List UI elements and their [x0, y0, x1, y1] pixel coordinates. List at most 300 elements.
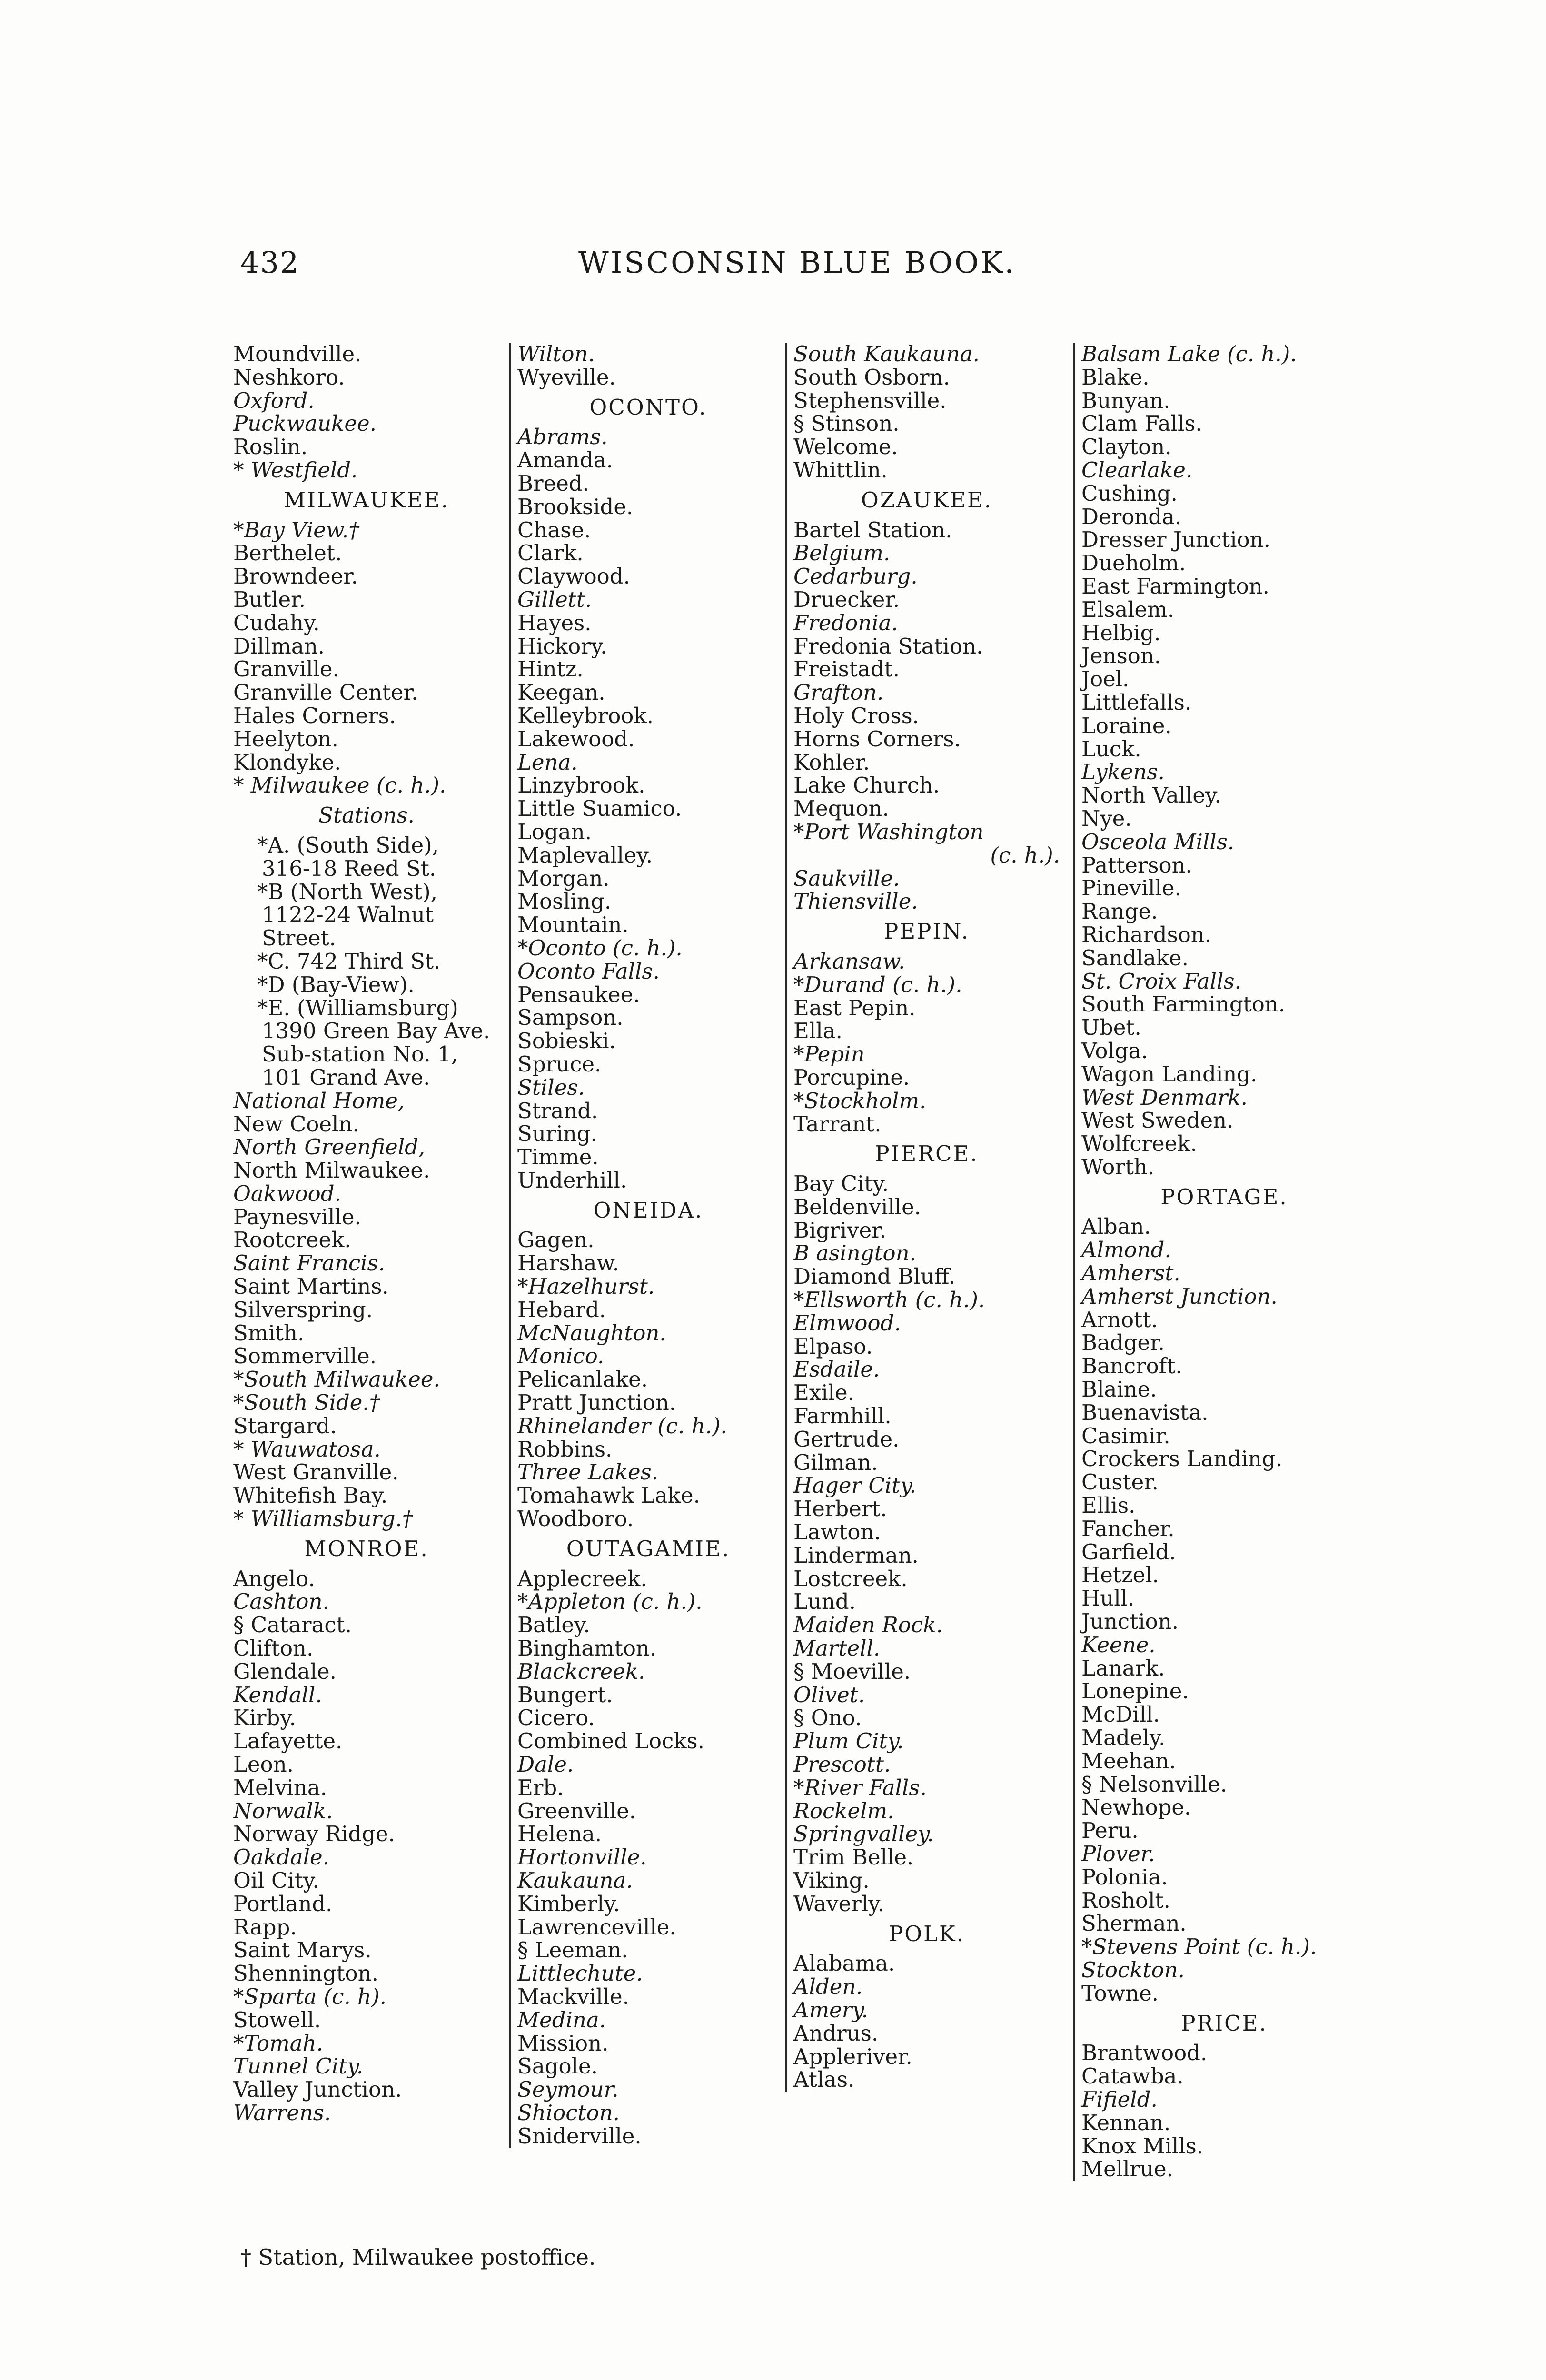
place-entry: Hintz. — [517, 656, 584, 682]
place-entry: Ellis. — [1081, 1493, 1136, 1518]
place-entry: Ubet. — [1081, 1015, 1141, 1041]
place-entry: East Farmington. — [1081, 573, 1269, 599]
place-entry: South Farmington. — [1081, 992, 1286, 1017]
place-entry: Amherst. — [1081, 1260, 1180, 1286]
place-entry: Lonepine. — [1081, 1678, 1189, 1704]
place-entry: Fredonia Station. — [793, 633, 983, 659]
place-entry: Gertrude. — [793, 1426, 900, 1452]
place-entry: Gilman. — [793, 1449, 878, 1475]
place-entry: Amanda. — [517, 447, 613, 473]
place-entry: Polonia. — [1081, 1864, 1168, 1890]
place-entry: North Valley. — [1081, 783, 1221, 808]
place-entry: Sampson. — [517, 1005, 624, 1031]
place-entry: Norway Ridge. — [233, 1821, 395, 1847]
place-entry: *Pepin — [793, 1041, 865, 1067]
place-entry: Chase. — [517, 517, 591, 543]
place-entry: Hickory. — [517, 633, 607, 659]
place-entry: * Westfield. — [233, 457, 358, 483]
county-heading: PRICE. — [1181, 2010, 1268, 2036]
place-entry: Neshkoro. — [233, 364, 345, 390]
place-entry: Rootcreek. — [233, 1227, 351, 1253]
place-entry: *D (Bay-View). — [257, 972, 415, 997]
place-entry: Badger. — [1081, 1330, 1165, 1356]
place-entry: Casimir. — [1081, 1423, 1170, 1448]
place-entry: Helbig. — [1081, 620, 1161, 645]
place-entry: Alden. — [793, 1974, 863, 2000]
place-entry: Paynesville. — [233, 1204, 361, 1230]
page-header — [240, 245, 1097, 288]
county-heading: ONEIDA. — [593, 1197, 704, 1223]
place-entry: Morgan. — [517, 865, 610, 891]
place-entry: * Williamsburg.† — [233, 1506, 413, 1532]
place-entry: Dale. — [517, 1752, 574, 1777]
place-entry: Oakwood. — [233, 1180, 341, 1206]
place-entry: Klondyke. — [233, 749, 341, 775]
place-entry: 1122-24 Walnut — [262, 902, 434, 928]
place-entry: Tunnel City. — [233, 2053, 363, 2079]
place-entry: Smith. — [233, 1320, 305, 1346]
place-entry: Browndeer. — [233, 564, 358, 589]
place-entry: *Bay View.† — [233, 517, 359, 543]
place-entry: Joel. — [1081, 666, 1130, 692]
place-entry: Rapp. — [233, 1914, 297, 1940]
place-entry: Roslin. — [233, 434, 308, 460]
place-entry: Street. — [262, 925, 337, 951]
place-entry: Fredonia. — [793, 610, 898, 635]
place-entry: Greenville. — [517, 1798, 636, 1824]
place-entry: Medina. — [517, 2007, 606, 2033]
place-entry: Cedarburg. — [793, 564, 918, 589]
place-entry: Lafayette. — [233, 1728, 343, 1754]
place-entry: Richardson. — [1081, 922, 1212, 947]
place-entry: Combined Locks. — [517, 1728, 704, 1754]
place-entry: Fancher. — [1081, 1516, 1175, 1541]
place-entry: Clifton. — [233, 1636, 314, 1661]
place-entry: Kirby. — [233, 1705, 297, 1731]
place-entry: Amery. — [793, 1997, 869, 2023]
place-entry: *South Milwaukee. — [233, 1367, 440, 1392]
place-entry: Elpaso. — [793, 1333, 873, 1359]
county-heading: PIERCE. — [875, 1141, 979, 1167]
place-entry: Elsalem. — [1081, 596, 1175, 622]
place-entry: Blake. — [1081, 364, 1150, 390]
place-entry: Cashton. — [233, 1589, 329, 1615]
place-entry: * Wauwatosa. — [233, 1436, 381, 1462]
place-entry: Pratt Junction. — [517, 1390, 676, 1416]
place-entry: Freistadt. — [793, 656, 900, 682]
place-entry: Portland. — [233, 1891, 333, 1916]
place-entry: Luck. — [1081, 736, 1141, 762]
place-entry: National Home, — [233, 1088, 405, 1113]
place-entry: Deronda. — [1081, 504, 1182, 529]
place-entry: Pelicanlake. — [517, 1367, 648, 1392]
place-entry: Dueholm. — [1081, 550, 1186, 576]
place-entry: Buenavista. — [1081, 1399, 1209, 1425]
place-entry: North Milwaukee. — [233, 1158, 430, 1183]
place-entry: McNaughton. — [517, 1320, 666, 1346]
place-entry: Peru. — [1081, 1818, 1139, 1844]
place-entry: Towne. — [1081, 1980, 1159, 2006]
place-entry: Warrens. — [233, 2100, 331, 2125]
place-entry: *Hazelhurst. — [517, 1274, 655, 1299]
place-entry: Clayton. — [1081, 434, 1172, 460]
place-entry: Lakewood. — [517, 726, 635, 752]
page-title: WISCONSIN BLUE BOOK. — [578, 245, 1016, 280]
place-entry: Clark. — [517, 540, 584, 566]
place-entry: Granville. — [233, 656, 339, 682]
place-entry: Linderman. — [793, 1542, 919, 1568]
place-entry: Trim Belle. — [793, 1844, 914, 1870]
place-entry: Jenson. — [1081, 643, 1161, 669]
place-entry: B asington. — [793, 1240, 916, 1266]
place-entry: Patterson. — [1081, 852, 1192, 878]
place-entry: *South Side.† — [233, 1390, 380, 1416]
place-entry: Appleriver. — [793, 2043, 912, 2069]
place-entry: 101 Grand Ave. — [262, 1064, 430, 1090]
place-entry: Plum City. — [793, 1728, 904, 1754]
place-entry: Spruce. — [517, 1051, 602, 1077]
place-entry: Druecker. — [793, 586, 900, 612]
place-entry: Abrams. — [517, 424, 608, 450]
place-entry: *Oconto (c. h.). — [517, 935, 683, 961]
county-heading: OUTAGAMIE. — [566, 1536, 731, 1561]
place-entry: Monico. — [517, 1343, 605, 1369]
place-entry: Maiden Rock. — [793, 1612, 943, 1638]
place-entry: Herbert. — [793, 1496, 887, 1522]
place-entry: Brantwood. — [1081, 2040, 1208, 2066]
place-entry: Blaine. — [1081, 1377, 1157, 1402]
place-entry: Prescott. — [793, 1752, 891, 1777]
place-entry: Angelo. — [233, 1566, 315, 1591]
place-entry: Diamond Bluff. — [793, 1264, 956, 1289]
place-entry: Tomahawk Lake. — [517, 1483, 700, 1508]
place-entry: Logan. — [517, 819, 592, 844]
place-entry: Breed. — [517, 470, 589, 496]
place-entry: Lena. — [517, 749, 578, 775]
county-heading: OCONTO. — [589, 394, 707, 420]
county-heading: PORTAGE. — [1160, 1184, 1288, 1210]
place-entry: Sherman. — [1081, 1911, 1187, 1936]
place-entry: Junction. — [1081, 1609, 1179, 1635]
place-entry: Granville Center. — [233, 680, 418, 705]
place-entry: Hebard. — [517, 1297, 606, 1322]
place-entry: *Stockholm. — [793, 1088, 926, 1113]
place-entry: Arkansaw. — [793, 948, 905, 974]
column-4 — [1073, 343, 1367, 2181]
place-entry: Arnott. — [1081, 1307, 1158, 1332]
place-entry: Saint Martins. — [233, 1274, 389, 1299]
place-entry: Andrus. — [793, 2020, 879, 2046]
place-entry: Elmwood. — [793, 1310, 901, 1336]
place-entry: Stockton. — [1081, 1957, 1185, 1983]
place-entry: Osceola Mills. — [1081, 829, 1235, 854]
place-entry: Rockelm. — [793, 1798, 894, 1824]
place-entry: Saukville. — [793, 865, 900, 891]
place-entry: Maplevalley. — [517, 842, 653, 868]
place-entry: Cushing. — [1081, 480, 1178, 506]
place-entry: Mission. — [517, 2030, 609, 2056]
place-entry: Lostcreek. — [793, 1566, 908, 1591]
place-entry: Wyeville. — [517, 364, 616, 390]
place-entry: Glendale. — [233, 1658, 337, 1684]
place-entry: Sub-station No. 1, — [262, 1041, 458, 1067]
place-entry: Saint Marys. — [233, 1937, 372, 1963]
place-entry: Volga. — [1081, 1038, 1148, 1063]
place-entry: *Port Washington — [793, 819, 984, 844]
column-1 — [233, 343, 500, 2125]
place-entry: Seymour. — [517, 2077, 619, 2102]
place-entry: Keegan. — [517, 680, 605, 705]
place-entry: Range. — [1081, 899, 1158, 924]
place-entry: Lawton. — [793, 1519, 881, 1545]
place-entry: West Denmark. — [1081, 1084, 1248, 1110]
place-entry: 316-18 Reed St. — [262, 855, 436, 881]
place-entry: Holy Cross. — [793, 703, 919, 728]
place-entry: Sandlake. — [1081, 945, 1189, 971]
place-entry: *River Falls. — [793, 1775, 927, 1800]
place-entry: Amherst Junction. — [1081, 1283, 1278, 1309]
place-entry: Heelyton. — [233, 726, 338, 752]
place-entry: Blackcreek. — [517, 1658, 645, 1684]
place-entry: Hales Corners. — [233, 703, 396, 728]
place-entry: Timme. — [517, 1144, 599, 1170]
place-entry: Robbins. — [517, 1436, 613, 1462]
place-entry: Valley Junction. — [233, 2077, 402, 2102]
place-entry: Shennington. — [233, 1961, 379, 1986]
place-entry: § Ono. — [793, 1705, 862, 1731]
place-entry: Tarrant. — [793, 1111, 882, 1137]
place-entry: *Stevens Point (c. h.). — [1081, 1934, 1317, 1960]
place-entry: Rhinelander (c. h.). — [517, 1413, 727, 1438]
place-entry: Balsam Lake (c. h.). — [1081, 341, 1297, 367]
place-entry: Kaukauna. — [517, 1868, 633, 1893]
place-entry: Woodboro. — [517, 1506, 634, 1532]
place-entry: Hull. — [1081, 1586, 1135, 1611]
place-entry: Loraine. — [1081, 713, 1172, 738]
place-entry: *B (North West), — [257, 879, 438, 904]
place-entry: Melvina. — [233, 1775, 327, 1800]
place-entry: Sobieski. — [517, 1028, 616, 1054]
subheading: Stations. — [318, 803, 415, 828]
place-entry: Lund. — [793, 1589, 856, 1615]
place-entry: Oakdale. — [233, 1844, 329, 1870]
place-entry: Little Suamico. — [517, 796, 682, 822]
place-entry: Olivet. — [793, 1682, 865, 1707]
place-entry: Nye. — [1081, 805, 1132, 831]
place-entry: * Milwaukee (c. h.). — [233, 773, 446, 798]
place-entry: Applecreek. — [517, 1566, 647, 1591]
place-entry: Wilton. — [517, 341, 595, 367]
place-entry: Erb. — [517, 1775, 564, 1800]
county-heading: MONROE. — [304, 1536, 429, 1561]
place-entry: Porcupine. — [793, 1064, 910, 1090]
place-entry: Bancroft. — [1081, 1353, 1182, 1379]
place-entry: Exile. — [793, 1380, 854, 1406]
place-entry: Whitefish Bay. — [233, 1483, 388, 1508]
place-entry: Cudahy. — [233, 610, 320, 635]
place-entry: Pineville. — [1081, 875, 1181, 901]
place-entry: Shiocton. — [517, 2100, 620, 2125]
place-entry: Silverspring. — [233, 1297, 373, 1322]
place-entry: Sniderville. — [517, 2123, 642, 2149]
footnote: † Station, Milwaukee postoffice. — [240, 2244, 596, 2270]
place-entry: Sommerville. — [233, 1343, 377, 1369]
place-entry: Claywood. — [517, 564, 630, 589]
place-entry: *C. 742 Third St. — [257, 948, 441, 974]
place-entry: Newhope. — [1081, 1795, 1191, 1820]
place-entry: Batley. — [517, 1612, 590, 1638]
place-entry: New Coeln. — [233, 1111, 359, 1137]
place-entry: Kendall. — [233, 1682, 322, 1707]
place-entry: Horns Corners. — [793, 726, 961, 752]
place-entry: Keene. — [1081, 1632, 1156, 1657]
place-entry: Hayes. — [517, 610, 592, 635]
place-entry: Stargard. — [233, 1413, 337, 1438]
place-entry: § Moeville. — [793, 1658, 911, 1684]
place-entry: Grafton. — [793, 680, 884, 705]
place-entry: Rosholt. — [1081, 1887, 1170, 1913]
place-entry: (c. h.). — [990, 842, 1060, 868]
place-entry: Lake Church. — [793, 773, 940, 798]
county-heading: POLK. — [889, 1921, 965, 1946]
place-entry: Littlefalls. — [1081, 689, 1192, 715]
place-entry: Littlechute. — [517, 1961, 643, 1986]
place-entry: Esdaile. — [793, 1357, 880, 1382]
place-entry: § Cataract. — [233, 1612, 352, 1638]
place-entry: § Leeman. — [517, 1937, 628, 1963]
place-entry: *Durand (c. h.). — [793, 972, 962, 997]
place-entry: St. Croix Falls. — [1081, 968, 1241, 994]
place-entry: Clearlake. — [1081, 457, 1193, 483]
place-entry: Moundville. — [233, 341, 362, 367]
place-entry: Alban. — [1081, 1214, 1151, 1240]
place-entry: Atlas. — [793, 2067, 855, 2092]
place-entry: Ella. — [793, 1018, 842, 1044]
place-entry: Belgium. — [793, 540, 891, 566]
place-entry: Wagon Landing. — [1081, 1061, 1258, 1087]
place-entry: Clam Falls. — [1081, 411, 1202, 436]
place-entry: Worth. — [1081, 1154, 1155, 1180]
place-entry: Three Lakes. — [517, 1459, 659, 1485]
place-entry: Farmhill. — [793, 1403, 892, 1429]
place-entry: Plover. — [1081, 1841, 1155, 1866]
place-entry: Butler. — [233, 586, 306, 612]
place-entry: North Greenfield, — [233, 1134, 426, 1160]
place-entry: Linzybrook. — [517, 773, 645, 798]
place-entry: Cicero. — [517, 1705, 595, 1731]
county-heading: OZAUKEE. — [861, 487, 993, 513]
place-entry: South Osborn. — [793, 364, 950, 390]
place-entry: Hetzel. — [1081, 1562, 1159, 1588]
place-entry: Bunyan. — [1081, 387, 1170, 413]
place-entry: Oil City. — [233, 1868, 319, 1893]
place-entry: Knox Mills. — [1081, 2133, 1204, 2159]
place-entry: Kimberly. — [517, 1891, 620, 1916]
place-entry: Alabama. — [793, 1951, 895, 1976]
county-heading: PEPIN. — [884, 919, 970, 944]
place-entry: Custer. — [1081, 1469, 1159, 1495]
place-entry: Oxford. — [233, 387, 315, 413]
place-entry: Harshaw. — [517, 1250, 619, 1276]
place-entry: *Appleton (c. h.). — [517, 1589, 703, 1615]
place-entry: Dillman. — [233, 633, 325, 659]
place-entry: Fifield. — [1081, 2086, 1158, 2112]
place-entry: *Ellsworth (c. h.). — [793, 1287, 985, 1313]
place-entry: Strand. — [517, 1098, 598, 1123]
county-heading: MILWAUKEE. — [284, 487, 449, 513]
place-entry: Catawba. — [1081, 2063, 1184, 2089]
place-entry: Dresser Junction. — [1081, 527, 1270, 553]
place-entry: Martell. — [793, 1636, 881, 1661]
place-entry: Pensaukee. — [517, 982, 640, 1007]
place-entry: Puckwaukee. — [233, 411, 377, 436]
place-entry: Stowell. — [233, 2007, 321, 2033]
place-entry: Gagen. — [517, 1227, 595, 1253]
place-entry: Whittlin. — [793, 457, 888, 483]
place-entry: Springvalley. — [793, 1821, 934, 1847]
place-entry: § Nelsonville. — [1081, 1771, 1227, 1797]
column-2 — [509, 343, 779, 2148]
place-entry: Gillett. — [517, 586, 592, 612]
place-entry: Saint Francis. — [233, 1250, 385, 1276]
place-entry: Beldenville. — [793, 1194, 922, 1220]
place-entry: Crockers Landing. — [1081, 1446, 1283, 1472]
column-3 — [785, 343, 1060, 2092]
place-entry: Berthelet. — [233, 540, 342, 566]
place-entry: § Stinson. — [793, 411, 900, 436]
place-entry: Meehan. — [1081, 1748, 1176, 1774]
place-entry: Waverly. — [793, 1891, 884, 1916]
place-entry: Mequon. — [793, 796, 889, 822]
place-entry: Norwalk. — [233, 1798, 333, 1824]
place-entry: Welcome. — [793, 434, 898, 460]
place-entry: East Pepin. — [793, 995, 916, 1021]
place-entry: Mellrue. — [1081, 2156, 1173, 2182]
place-entry: Bigriver. — [793, 1217, 887, 1243]
place-entry: *E. (Williamsburg) — [257, 995, 458, 1021]
place-entry: Lykens. — [1081, 759, 1165, 785]
place-entry: Kelleybrook. — [517, 703, 654, 728]
place-entry: Suring. — [517, 1121, 597, 1147]
place-entry: Kennan. — [1081, 2110, 1171, 2135]
place-entry: Lawrenceville. — [517, 1914, 676, 1940]
place-entry: Bay City. — [793, 1171, 889, 1197]
place-entry: 1390 Green Bay Ave. — [262, 1018, 490, 1044]
place-entry: Garfield. — [1081, 1539, 1176, 1565]
place-entry: Oconto Falls. — [517, 958, 660, 984]
place-entry: *A. (South Side), — [257, 832, 439, 858]
place-entry: West Granville. — [233, 1459, 399, 1485]
place-entry: McDill. — [1081, 1702, 1160, 1727]
place-entry: Helena. — [517, 1821, 602, 1847]
place-entry: West Sweden. — [1081, 1108, 1234, 1133]
place-entry: Brookside. — [517, 494, 634, 519]
place-entry: Hager City. — [793, 1473, 916, 1498]
place-entry: Bungert. — [517, 1682, 613, 1707]
place-entry: Sagole. — [517, 2053, 598, 2079]
place-entry: Binghamton. — [517, 1636, 657, 1661]
place-entry: Mackville. — [517, 1983, 629, 2009]
place-entry: Lanark. — [1081, 1655, 1165, 1681]
page-number: 432 — [240, 245, 300, 280]
place-entry: Kohler. — [793, 749, 870, 775]
place-entry: Stephensville. — [793, 387, 947, 413]
place-entry: *Tomah. — [233, 2030, 323, 2056]
place-entry: Bartel Station. — [793, 517, 952, 543]
place-entry: Almond. — [1081, 1237, 1171, 1263]
place-entry: Stiles. — [517, 1074, 585, 1100]
place-entry: Underhill. — [517, 1167, 627, 1193]
